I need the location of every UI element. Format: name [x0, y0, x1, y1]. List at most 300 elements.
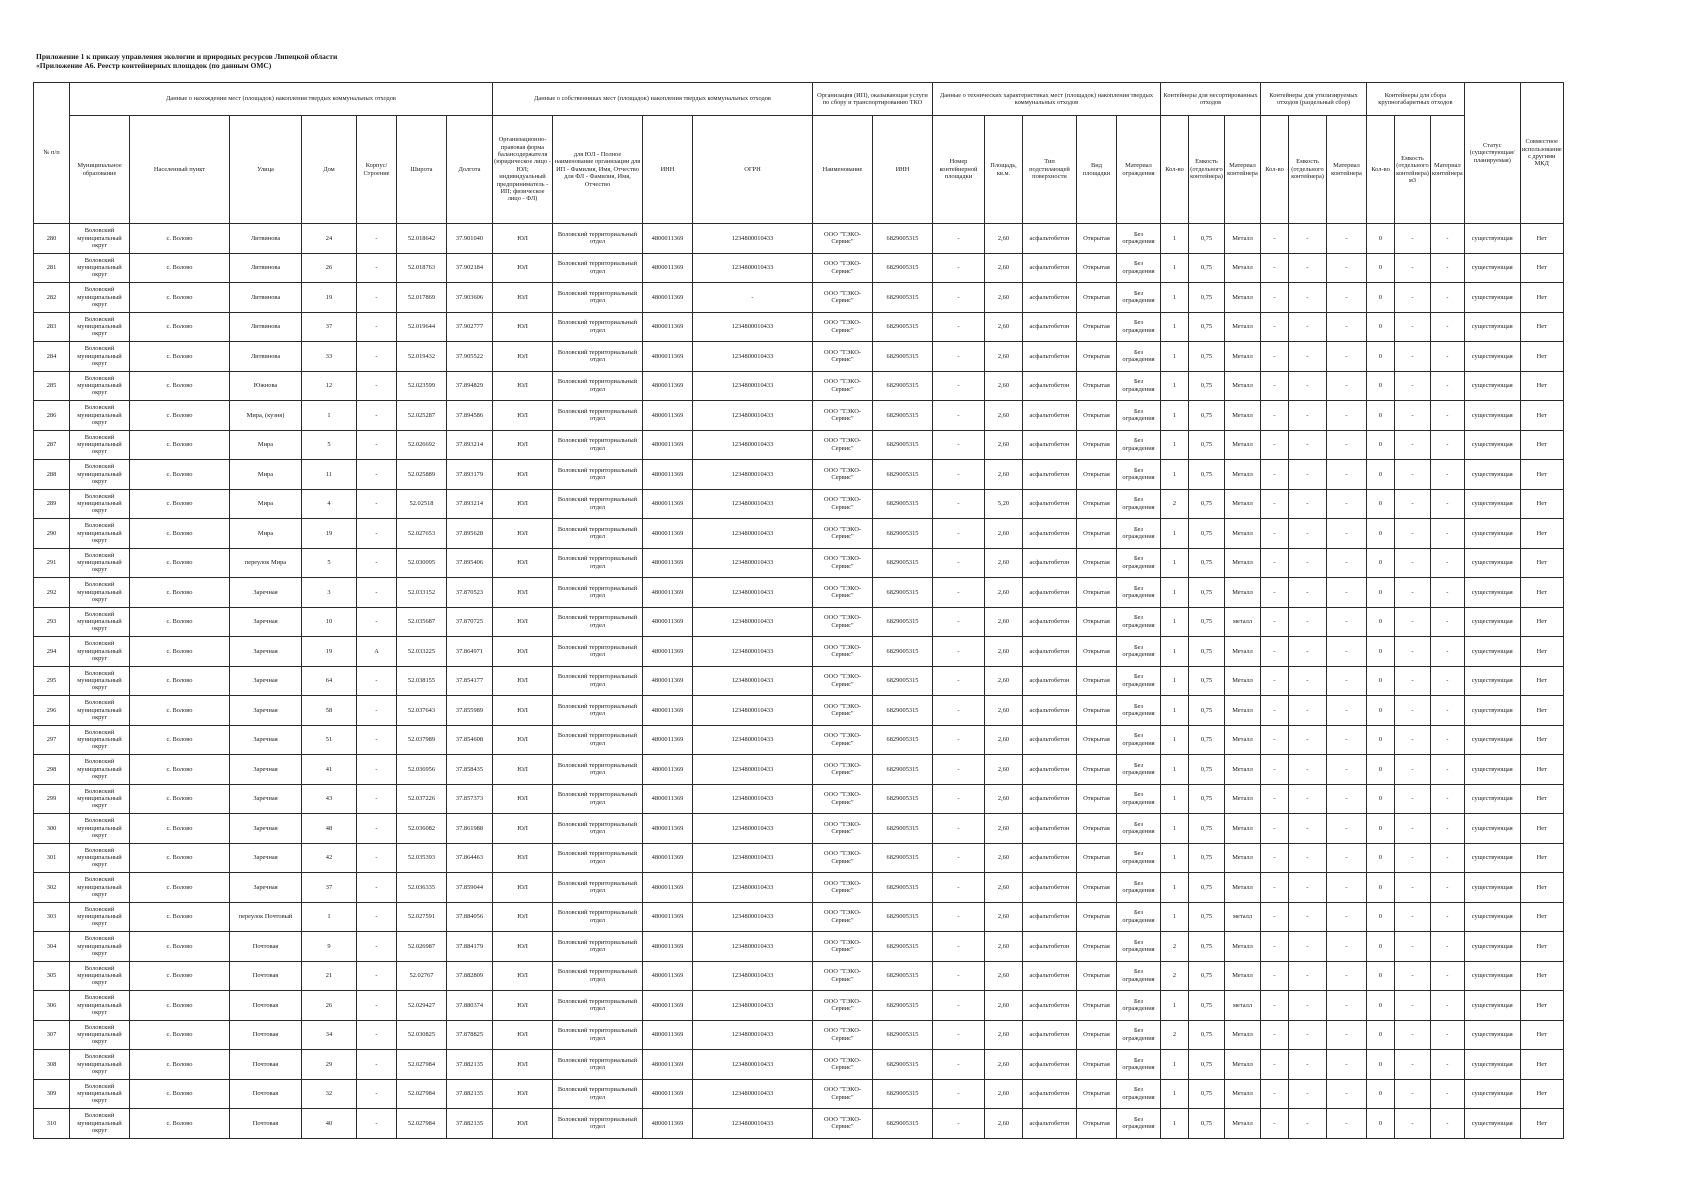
cell-bm: - — [1431, 902, 1465, 932]
cell-orginn: 6829005315 — [873, 666, 933, 696]
table-row — [34, 283, 1564, 313]
cell-uq: - — [1261, 814, 1289, 844]
cell-surf: асфальтобетон — [1023, 401, 1077, 431]
cell-mun: Воловский муниципальный округ — [70, 666, 130, 696]
cell-form: ЮЛ — [493, 224, 553, 254]
cell-orginn: 6829005315 — [873, 519, 933, 549]
cell-bq: 0 — [1367, 843, 1395, 873]
cell-loc: с. Волово — [130, 460, 230, 490]
cell-shared: Нет — [1520, 253, 1563, 283]
cell-shared: Нет — [1520, 1050, 1563, 1080]
cell-orginn: 6829005315 — [873, 371, 933, 401]
cell-shared: Нет — [1520, 991, 1563, 1021]
cell-mun: Воловский муниципальный округ — [70, 1050, 130, 1080]
cell-orginn: 6829005315 — [873, 696, 933, 726]
cell-status: существующая — [1464, 932, 1520, 962]
cell-mun: Воловский муниципальный округ — [70, 843, 130, 873]
cell-lat: 52.035687 — [397, 607, 447, 637]
cell-n: 293 — [34, 607, 70, 637]
cell-sv: 0,75 — [1189, 224, 1225, 254]
cell-lat: 52.026692 — [397, 430, 447, 460]
cell-siteno: - — [933, 666, 985, 696]
header-site-type: Вид площадки — [1077, 116, 1117, 224]
cell-area: 2,60 — [985, 1020, 1023, 1050]
cell-lon: 37.882135 — [447, 1050, 493, 1080]
cell-uv: - — [1289, 489, 1327, 519]
cell-org: ООО "ТЭКО-Сервис" — [813, 253, 873, 283]
cell-fence: Без ограждения — [1117, 578, 1161, 608]
header-house: Дом — [302, 116, 357, 224]
cell-bld: - — [357, 1050, 397, 1080]
cell-lat: 52.027984 — [397, 1079, 447, 1109]
cell-bm: - — [1431, 755, 1465, 785]
cell-mun: Воловский муниципальный округ — [70, 1020, 130, 1050]
cell-lon: 37.870523 — [447, 578, 493, 608]
cell-owner: Воловский территориальный отдел — [553, 401, 643, 431]
cell-status: существующая — [1464, 430, 1520, 460]
cell-shared: Нет — [1520, 902, 1563, 932]
cell-house: 1 — [302, 401, 357, 431]
cell-street: Заречная — [230, 696, 302, 726]
cell-mun: Воловский муниципальный округ — [70, 991, 130, 1021]
cell-mun: Воловский муниципальный округ — [70, 519, 130, 549]
cell-bld: А — [357, 637, 397, 667]
cell-lon: 37.864971 — [447, 637, 493, 667]
cell-lat: 52.027984 — [397, 1050, 447, 1080]
cell-fence: Без ограждения — [1117, 902, 1161, 932]
cell-lon: 37.903606 — [447, 283, 493, 313]
cell-shared: Нет — [1520, 725, 1563, 755]
cell-shared: Нет — [1520, 460, 1563, 490]
cell-um: - — [1327, 814, 1367, 844]
cell-status: существующая — [1464, 637, 1520, 667]
cell-area: 2,60 — [985, 607, 1023, 637]
cell-bm: - — [1431, 371, 1465, 401]
cell-inn: 4800011369 — [643, 489, 693, 519]
cell-lat: 52.036956 — [397, 755, 447, 785]
cell-bv: - — [1395, 961, 1431, 991]
cell-n: 308 — [34, 1050, 70, 1080]
table-row — [34, 489, 1564, 519]
table-row — [34, 224, 1564, 254]
cell-inn: 4800011369 — [643, 666, 693, 696]
cell-owner: Воловский территориальный отдел — [553, 902, 643, 932]
cell-sm: Металл — [1225, 460, 1261, 490]
table-row — [34, 607, 1564, 637]
cell-type: Открытая — [1077, 902, 1117, 932]
cell-um: - — [1327, 548, 1367, 578]
cell-n: 280 — [34, 224, 70, 254]
cell-lat: 52.029427 — [397, 991, 447, 1021]
cell-house: 43 — [302, 784, 357, 814]
cell-orginn: 6829005315 — [873, 253, 933, 283]
cell-sq: 2 — [1161, 489, 1189, 519]
cell-lon: 37.854608 — [447, 725, 493, 755]
cell-area: 2,60 — [985, 991, 1023, 1021]
cell-shared: Нет — [1520, 1020, 1563, 1050]
table-row — [34, 932, 1564, 962]
cell-loc: с. Волово — [130, 784, 230, 814]
cell-inn: 4800011369 — [643, 430, 693, 460]
cell-siteno: - — [933, 283, 985, 313]
cell-loc: с. Волово — [130, 548, 230, 578]
cell-org: ООО "ТЭКО-Сервис" — [813, 224, 873, 254]
table-row — [34, 1020, 1564, 1050]
cell-status: существующая — [1464, 873, 1520, 903]
cell-form: ЮЛ — [493, 283, 553, 313]
cell-bld: - — [357, 224, 397, 254]
cell-sq: 1 — [1161, 725, 1189, 755]
cell-surf: асфальтобетон — [1023, 283, 1077, 313]
cell-status: существующая — [1464, 991, 1520, 1021]
cell-inn: 4800011369 — [643, 637, 693, 667]
cell-loc: с. Волово — [130, 253, 230, 283]
cell-type: Открытая — [1077, 1109, 1117, 1139]
cell-status: существующая — [1464, 519, 1520, 549]
cell-uq: - — [1261, 342, 1289, 372]
cell-street: переулок Мира — [230, 548, 302, 578]
cell-ogrn: 1234800010433 — [693, 784, 813, 814]
cell-loc: с. Волово — [130, 696, 230, 726]
cell-inn: 4800011369 — [643, 401, 693, 431]
cell-org: ООО "ТЭКО-Сервис" — [813, 312, 873, 342]
cell-mun: Воловский муниципальный округ — [70, 1079, 130, 1109]
table-row — [34, 371, 1564, 401]
cell-uq: - — [1261, 489, 1289, 519]
cell-fence: Без ограждения — [1117, 755, 1161, 785]
cell-surf: асфальтобетон — [1023, 932, 1077, 962]
cell-lat: 52.027591 — [397, 902, 447, 932]
cell-sv: 0,75 — [1189, 843, 1225, 873]
cell-uv: - — [1289, 755, 1327, 785]
cell-mun: Воловский муниципальный округ — [70, 725, 130, 755]
cell-um: - — [1327, 607, 1367, 637]
cell-siteno: - — [933, 696, 985, 726]
cell-n: 288 — [34, 460, 70, 490]
cell-bv: - — [1395, 1050, 1431, 1080]
cell-sq: 1 — [1161, 578, 1189, 608]
cell-fence: Без ограждения — [1117, 1050, 1161, 1080]
cell-n: 283 — [34, 312, 70, 342]
cell-siteno: - — [933, 607, 985, 637]
cell-bv: - — [1395, 519, 1431, 549]
cell-area: 2,60 — [985, 401, 1023, 431]
cell-surf: асфальтобетон — [1023, 1020, 1077, 1050]
cell-bld: - — [357, 253, 397, 283]
cell-bv: - — [1395, 932, 1431, 962]
cell-owner: Воловский территориальный отдел — [553, 283, 643, 313]
cell-type: Открытая — [1077, 401, 1117, 431]
header-group-org: Организация (ИП), оказывающая услуги по сбору и транспортированию ТКО — [813, 83, 933, 116]
cell-n: 304 — [34, 932, 70, 962]
cell-sm: Металл — [1225, 401, 1261, 431]
cell-area: 2,60 — [985, 224, 1023, 254]
cell-house: 51 — [302, 725, 357, 755]
cell-lon: 37.858435 — [447, 755, 493, 785]
cell-street: Южнова — [230, 371, 302, 401]
cell-sv: 0,75 — [1189, 932, 1225, 962]
cell-inn: 4800011369 — [643, 312, 693, 342]
cell-bld: - — [357, 873, 397, 903]
cell-status: существующая — [1464, 784, 1520, 814]
cell-uq: - — [1261, 371, 1289, 401]
cell-sq: 1 — [1161, 519, 1189, 549]
cell-surf: асфальтобетон — [1023, 253, 1077, 283]
cell-fence: Без ограждения — [1117, 371, 1161, 401]
cell-inn: 4800011369 — [643, 932, 693, 962]
cell-status: существующая — [1464, 696, 1520, 726]
cell-street: Почтовая — [230, 991, 302, 1021]
cell-bq: 0 — [1367, 371, 1395, 401]
cell-lon: 37.857373 — [447, 784, 493, 814]
cell-surf: асфальтобетон — [1023, 1109, 1077, 1139]
cell-type: Открытая — [1077, 342, 1117, 372]
caption-line-1: Приложение 1 к приказу управления экологии и природных ресурсов Липецкой области — [36, 52, 338, 61]
cell-bv: - — [1395, 283, 1431, 313]
cell-sm: Металл — [1225, 755, 1261, 785]
cell-shared: Нет — [1520, 1109, 1563, 1139]
cell-orginn: 6829005315 — [873, 725, 933, 755]
cell-ogrn: 1234800010433 — [693, 696, 813, 726]
cell-bq: 0 — [1367, 725, 1395, 755]
cell-um: - — [1327, 873, 1367, 903]
cell-uq: - — [1261, 843, 1289, 873]
cell-ogrn: 1234800010433 — [693, 666, 813, 696]
cell-um: - — [1327, 519, 1367, 549]
cell-n: 310 — [34, 1109, 70, 1139]
cell-bld: - — [357, 460, 397, 490]
cell-lat: 52.026987 — [397, 932, 447, 962]
cell-status: существующая — [1464, 253, 1520, 283]
cell-type: Открытая — [1077, 312, 1117, 342]
cell-uq: - — [1261, 430, 1289, 460]
cell-surf: асфальтобетон — [1023, 1079, 1077, 1109]
table-row — [34, 312, 1564, 342]
cell-ogrn: 1234800010433 — [693, 460, 813, 490]
cell-surf: асфальтобетон — [1023, 371, 1077, 401]
cell-mun: Воловский муниципальный округ — [70, 430, 130, 460]
cell-inn: 4800011369 — [643, 578, 693, 608]
cell-house: 5 — [302, 548, 357, 578]
cell-sm: металл — [1225, 991, 1261, 1021]
cell-org: ООО "ТЭКО-Сервис" — [813, 991, 873, 1021]
cell-org: ООО "ТЭКО-Сервис" — [813, 843, 873, 873]
cell-bq: 0 — [1367, 814, 1395, 844]
cell-status: существующая — [1464, 725, 1520, 755]
cell-bm: - — [1431, 548, 1465, 578]
cell-sm: Металл — [1225, 371, 1261, 401]
table-row — [34, 1050, 1564, 1080]
cell-siteno: - — [933, 902, 985, 932]
cell-area: 2,60 — [985, 371, 1023, 401]
cell-form: ЮЛ — [493, 371, 553, 401]
cell-surf: асфальтобетон — [1023, 991, 1077, 1021]
cell-shared: Нет — [1520, 607, 1563, 637]
cell-siteno: - — [933, 784, 985, 814]
cell-n: 296 — [34, 696, 70, 726]
cell-status: существующая — [1464, 224, 1520, 254]
cell-lat: 52.037643 — [397, 696, 447, 726]
cell-type: Открытая — [1077, 460, 1117, 490]
cell-mun: Воловский муниципальный округ — [70, 755, 130, 785]
document-caption — [36, 52, 337, 70]
header-fence: Материал ограждения — [1117, 116, 1161, 224]
cell-surf: асфальтобетон — [1023, 843, 1077, 873]
cell-inn: 4800011369 — [643, 607, 693, 637]
cell-house: 21 — [302, 961, 357, 991]
cell-owner: Воловский территориальный отдел — [553, 932, 643, 962]
cell-shared: Нет — [1520, 932, 1563, 962]
cell-n: 292 — [34, 578, 70, 608]
cell-shared: Нет — [1520, 283, 1563, 313]
header-status: Статус (существующая/планируемая) — [1464, 83, 1520, 224]
cell-siteno: - — [933, 843, 985, 873]
cell-sq: 1 — [1161, 430, 1189, 460]
cell-bld: - — [357, 607, 397, 637]
cell-surf: асфальтобетон — [1023, 961, 1077, 991]
cell-street: Заречная — [230, 755, 302, 785]
cell-house: 1 — [302, 902, 357, 932]
cell-area: 2,60 — [985, 1079, 1023, 1109]
cell-org: ООО "ТЭКО-Сервис" — [813, 578, 873, 608]
cell-street: Заречная — [230, 578, 302, 608]
cell-bld: - — [357, 430, 397, 460]
cell-uv: - — [1289, 932, 1327, 962]
cell-uv: - — [1289, 430, 1327, 460]
cell-bld: - — [357, 489, 397, 519]
cell-siteno: - — [933, 489, 985, 519]
cell-sv: 0,75 — [1189, 371, 1225, 401]
cell-surf: асфальтобетон — [1023, 1050, 1077, 1080]
cell-form: ЮЛ — [493, 1020, 553, 1050]
cell-shared: Нет — [1520, 814, 1563, 844]
cell-uq: - — [1261, 1079, 1289, 1109]
cell-owner: Воловский территориальный отдел — [553, 814, 643, 844]
cell-sq: 1 — [1161, 843, 1189, 873]
cell-bq: 0 — [1367, 1050, 1395, 1080]
cell-surf: асфальтобетон — [1023, 755, 1077, 785]
cell-bv: - — [1395, 224, 1431, 254]
cell-shared: Нет — [1520, 666, 1563, 696]
cell-type: Открытая — [1077, 932, 1117, 962]
cell-sv: 0,75 — [1189, 578, 1225, 608]
cell-n: 299 — [34, 784, 70, 814]
cell-lon: 37.864463 — [447, 843, 493, 873]
cell-type: Открытая — [1077, 1020, 1117, 1050]
cell-bld: - — [357, 342, 397, 372]
cell-lat: 52.017869 — [397, 283, 447, 313]
cell-mun: Воловский муниципальный округ — [70, 460, 130, 490]
cell-fence: Без ограждения — [1117, 519, 1161, 549]
header-inn: ИНН — [643, 116, 693, 224]
cell-owner: Воловский территориальный отдел — [553, 489, 643, 519]
cell-ogrn: - — [693, 283, 813, 313]
cell-fence: Без ограждения — [1117, 666, 1161, 696]
cell-inn: 4800011369 — [643, 224, 693, 254]
cell-n: 284 — [34, 342, 70, 372]
cell-sm: металл — [1225, 902, 1261, 932]
cell-uv: - — [1289, 578, 1327, 608]
cell-ogrn: 1234800010433 — [693, 342, 813, 372]
cell-inn: 4800011369 — [643, 1109, 693, 1139]
cell-lat: 52.035393 — [397, 843, 447, 873]
header-group-location: Данные о нахождении мест (площадок) накопления твердых коммунальных отходов — [70, 83, 493, 116]
cell-inn: 4800011369 — [643, 961, 693, 991]
cell-form: ЮЛ — [493, 814, 553, 844]
cell-inn: 4800011369 — [643, 519, 693, 549]
cell-form: ЮЛ — [493, 784, 553, 814]
cell-bld: - — [357, 1109, 397, 1139]
cell-inn: 4800011369 — [643, 843, 693, 873]
cell-bld: - — [357, 961, 397, 991]
cell-siteno: - — [933, 991, 985, 1021]
cell-mun: Воловский муниципальный округ — [70, 578, 130, 608]
cell-siteno: - — [933, 224, 985, 254]
cell-type: Открытая — [1077, 696, 1117, 726]
cell-bv: - — [1395, 460, 1431, 490]
cell-n: 306 — [34, 991, 70, 1021]
cell-street: Мира, (кузня) — [230, 401, 302, 431]
cell-sv: 0,75 — [1189, 666, 1225, 696]
cell-loc: с. Волово — [130, 342, 230, 372]
cell-type: Открытая — [1077, 548, 1117, 578]
cell-street: Заречная — [230, 666, 302, 696]
cell-surf: асфальтобетон — [1023, 460, 1077, 490]
cell-form: ЮЛ — [493, 430, 553, 460]
cell-loc: с. Волово — [130, 843, 230, 873]
cell-surf: асфальтобетон — [1023, 607, 1077, 637]
cell-owner: Воловский территориальный отдел — [553, 519, 643, 549]
header-building: Корпус/Строение — [357, 116, 397, 224]
cell-uq: - — [1261, 253, 1289, 283]
cell-street: Литвинова — [230, 342, 302, 372]
cell-form: ЮЛ — [493, 961, 553, 991]
cell-status: существующая — [1464, 902, 1520, 932]
cell-orginn: 6829005315 — [873, 312, 933, 342]
cell-status: существующая — [1464, 1020, 1520, 1050]
cell-bm: - — [1431, 253, 1465, 283]
cell-sq: 2 — [1161, 961, 1189, 991]
cell-fence: Без ограждения — [1117, 489, 1161, 519]
cell-form: ЮЛ — [493, 548, 553, 578]
cell-sm: Металл — [1225, 489, 1261, 519]
cell-loc: с. Волово — [130, 578, 230, 608]
cell-sm: Металл — [1225, 312, 1261, 342]
cell-lat: 52.025889 — [397, 460, 447, 490]
cell-type: Открытая — [1077, 725, 1117, 755]
cell-form: ЮЛ — [493, 342, 553, 372]
header-org-inn: ИНН — [873, 116, 933, 224]
cell-form: ЮЛ — [493, 902, 553, 932]
cell-form: ЮЛ — [493, 1109, 553, 1139]
cell-uv: - — [1289, 666, 1327, 696]
cell-bm: - — [1431, 460, 1465, 490]
cell-lat: 52.019644 — [397, 312, 447, 342]
cell-bq: 0 — [1367, 902, 1395, 932]
cell-surf: асфальтобетон — [1023, 814, 1077, 844]
cell-um: - — [1327, 489, 1367, 519]
cell-mun: Воловский муниципальный округ — [70, 489, 130, 519]
table-row — [34, 666, 1564, 696]
cell-bv: - — [1395, 253, 1431, 283]
cell-lat: 52.030095 — [397, 548, 447, 578]
cell-house: 11 — [302, 460, 357, 490]
cell-org: ООО "ТЭКО-Сервис" — [813, 725, 873, 755]
cell-house: 42 — [302, 843, 357, 873]
cell-ogrn: 1234800010433 — [693, 578, 813, 608]
cell-street: Почтовая — [230, 1109, 302, 1139]
cell-bm: - — [1431, 578, 1465, 608]
